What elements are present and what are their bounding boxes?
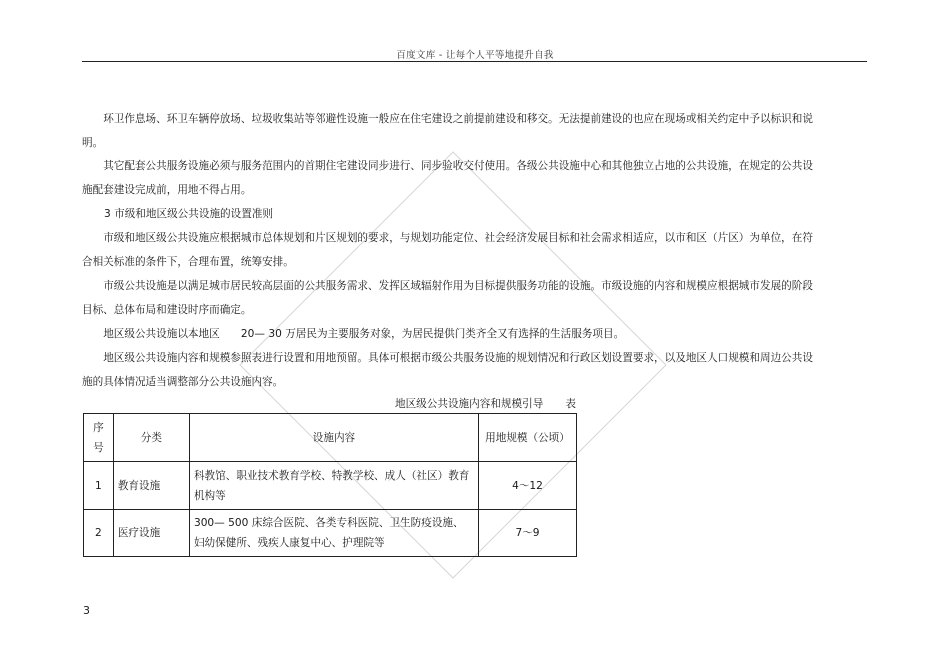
cell-category: 教育设施	[113, 462, 189, 510]
cell-content: 科教馆、职业技术教育学校、特教学校、成人（社区）教育机构等	[189, 462, 478, 510]
header-no: 序号	[84, 414, 114, 462]
cell-no: 2	[84, 510, 114, 557]
table-caption	[395, 396, 576, 411]
header-area: 用地规模（公顷）	[479, 414, 577, 462]
section-heading: 3 市级和地区级公共设施的设置准则	[104, 208, 274, 220]
page-number: 3	[83, 604, 90, 617]
table-row	[84, 462, 577, 510]
page-header: 百度文库 - 让每个人平等地提升自我	[396, 50, 554, 61]
cell-content: 300— 500 床综合医院、各类专科医院、卫生防疫设施、妇幼保健所、残疾人康复中心、护理院等	[189, 510, 478, 557]
header-category: 分类	[113, 414, 189, 462]
header-rule	[82, 61, 867, 62]
header-content: 设施内容	[189, 414, 478, 462]
cell-category: 医疗设施	[113, 510, 189, 557]
cell-no: 1	[84, 462, 114, 510]
cell-area: 4～12	[479, 462, 577, 510]
facility-table	[83, 413, 577, 557]
paragraph-reference-table: 地区级公共设施内容和规模参照表进行设置和用地预留。具体可根据市级公共服务设施的规划情况和行政区划设置要求，以及地区人口规模和周边公共设施的具体情况适当调整部分公共设施内容。	[82, 352, 813, 388]
table-header-row	[84, 414, 577, 462]
table-caption-title: 地区级公共设施内容和规模引导	[395, 398, 544, 410]
paragraph-district-level: 地区级公共设施以本地区 20— 30 万居民为主要服务对象，为居民提供门类齐全又有选择的生活服务项目。	[103, 328, 625, 340]
paragraph-city-district: 市级和地区级公共设施应根据城市总体规划和片区规划的要求，与规划功能定位、社会经济发展目标和社会需求相适应，以市和区（片区）为单位，在符合相关标准的条件下，合理布置，统筹安排。	[82, 232, 813, 268]
paragraph-supporting-facilities: 其它配套公共服务设施必须与服务范围内的首期住宅建设同步进行、同步验收交付使用。各级公共设施中心和其他独立占地的公共设施，在规定的公共设施配套建设完成前，用地不得占用。	[82, 160, 813, 196]
cell-area: 7～9	[479, 510, 577, 557]
paragraph-sanitation: 环卫作息场、环卫车辆停放场、垃圾收集站等邻避性设施一般应在住宅建设之前提前建设和移交。无法提前建设的也应在现场或相关约定中予以标识和说明。	[82, 113, 813, 149]
table-row	[84, 510, 577, 557]
paragraph-city-level: 市级公共设施是以满足城市居民较高层面的公共服务需求、发挥区域辐射作用为目标提供服务功能的设施。市级设施的内容和规模应根据城市发展的阶段目标、总体布局和建设时序而确定。	[82, 280, 813, 316]
table-caption-suffix: 表	[565, 398, 576, 410]
